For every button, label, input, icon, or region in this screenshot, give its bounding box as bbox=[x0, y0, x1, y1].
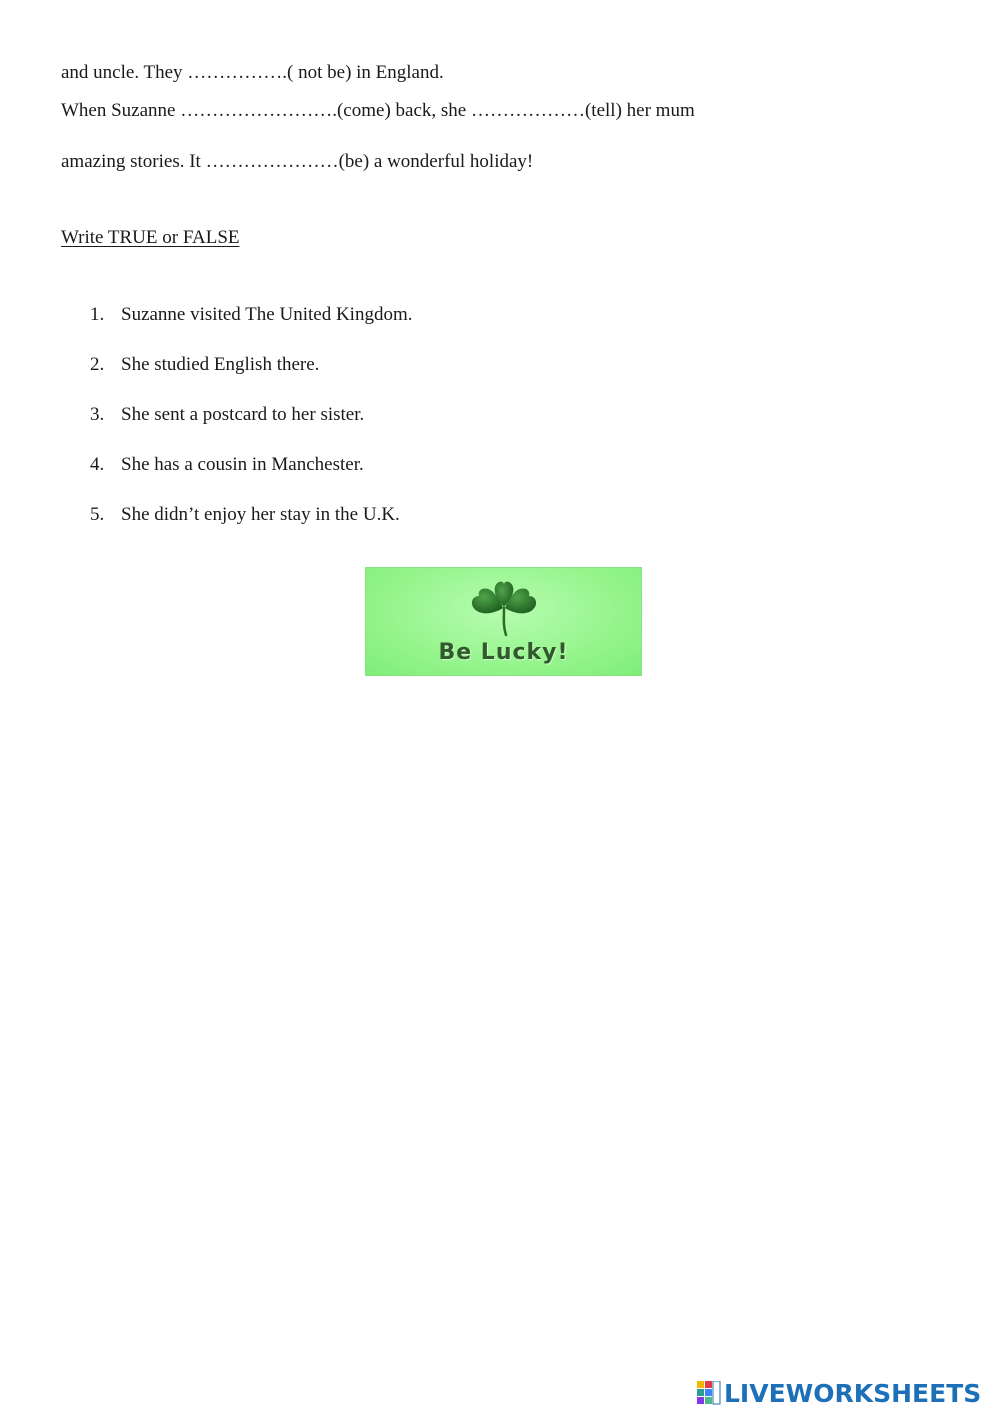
list-item bbox=[90, 355, 412, 405]
list-item bbox=[90, 455, 412, 505]
passage-line-3: amazing stories. It …………………(be) a wonderful holiday! bbox=[61, 151, 534, 172]
shamrock-icon bbox=[467, 578, 541, 638]
brand-text: LIVEWORKSHEETS bbox=[724, 1378, 982, 1408]
item-text: She didn’t enjoy her stay in the U.K. bbox=[121, 504, 400, 525]
item-number: 5. bbox=[90, 504, 105, 525]
item-number: 4. bbox=[90, 454, 105, 475]
item-text: She studied English there. bbox=[121, 354, 320, 375]
passage-line-2: When Suzanne …………………….(come) back, she ………………(tell) her mum bbox=[61, 100, 695, 121]
banner-text: Be Lucky! bbox=[438, 640, 569, 665]
item-text: She has a cousin in Manchester. bbox=[121, 454, 364, 475]
item-number: 3. bbox=[90, 404, 105, 425]
list-item bbox=[90, 505, 412, 555]
item-text: Suzanne visited The United Kingdom. bbox=[121, 304, 413, 325]
true-false-list bbox=[90, 305, 412, 555]
be-lucky-banner bbox=[365, 567, 642, 676]
list-item bbox=[90, 305, 412, 355]
liveworksheets-branding[interactable] bbox=[697, 1379, 981, 1407]
passage-line-1: and uncle. They …………….( not be) in England. bbox=[61, 62, 444, 83]
list-item bbox=[90, 405, 412, 455]
item-text: She sent a postcard to her sister. bbox=[121, 404, 365, 425]
item-number: 2. bbox=[90, 354, 105, 375]
item-number: 1. bbox=[90, 304, 105, 325]
liveworksheets-logo bbox=[697, 1381, 721, 1405]
true-false-heading: Write TRUE or FALSE bbox=[61, 227, 240, 248]
